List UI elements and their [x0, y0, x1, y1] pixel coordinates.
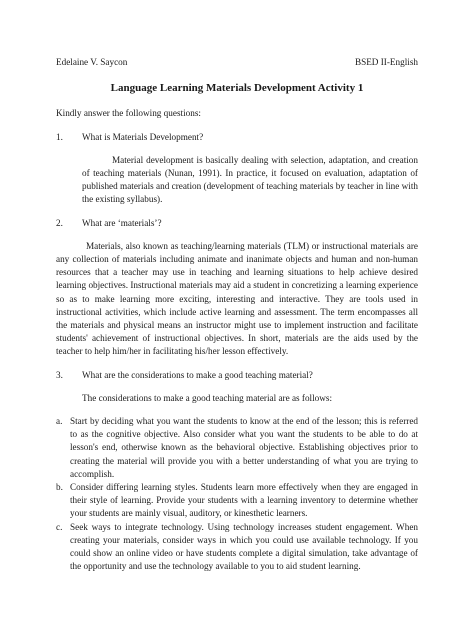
- list-item-text: Consider differing learning styles. Students learn more effectively when they are engaged in their style of learning. Provide your students with a learning inventory to determine whether your students are mainly visual, auditory, or kinesthetic learners.: [70, 482, 418, 519]
- answer-3-intro: The considerations to make a good teaching material are as follows:: [82, 392, 333, 403]
- answer-1: Material development is basically dealing with selection, adaptation, and creation of teaching materials (Nunan, 1991). In practice, it focused on evaluation, adaptation of published materials and creation (development of teaching materials by teacher in line with the existing syllabus).: [82, 154, 418, 205]
- document-title: Language Learning Materials Development Activity 1: [110, 82, 364, 95]
- answer-2: Materials, also known as teaching/learning materials (TLM) or instructional materials are any collection of materials including animate and inanimate objects and human and non-human resources that a teacher may use in teaching and learning situations to help achieve desired learning objectives. Instructional materials may aid a student in concretizing a learning experience so as to make learning more exciting, interesting and interactive. They are tools used in instructional activities, which include active learning and assessment. The term encompasses all the materials and physical means an instructor might use to implement instruction and facilitate students' achievement of instructional objectives. In short, materials are the aids used by the teacher to help him/her in facilitating his/her lesson effectively.: [56, 240, 418, 357]
- question-number: 3.: [56, 369, 63, 380]
- document-header: [56, 56, 418, 69]
- instructions: Kindly answer the following questions:: [56, 108, 201, 119]
- list-marker: a.: [56, 416, 63, 427]
- question-1: [56, 131, 418, 144]
- author-name: Edelaine V. Saycon: [56, 57, 128, 67]
- list-item: [56, 521, 418, 574]
- question-number: 2.: [56, 217, 63, 228]
- question-text: What are ‘materials’?: [82, 217, 162, 228]
- list-marker: c.: [56, 521, 63, 532]
- question-number: 1.: [56, 131, 63, 142]
- question-text: What are the considerations to make a good teaching material?: [82, 369, 313, 380]
- list-marker: b.: [56, 482, 63, 493]
- question-3: [56, 369, 418, 382]
- list-item: [56, 415, 418, 481]
- considerations-list: [56, 415, 418, 573]
- course-label: BSED II-English: [354, 57, 418, 67]
- question-2: [56, 217, 418, 230]
- list-item-text: Seek ways to integrate technology. Using technology increases student engagement. When creating your materials, consider ways in which you could use available technology. If you could show an online video or have students complete a digital simulation, take advantage of the opportunity and use the technology available to you to aid student learning.: [70, 521, 418, 572]
- question-text: What is Materials Development?: [82, 131, 204, 142]
- list-item: [56, 481, 418, 521]
- list-item-text: Start by deciding what you want the students to know at the end of the lesson; this is referred to as the cognitive objective. Also consider what you want the students to be able to do at lesson's end, otherwise known as the behavioral objective. Establishing objectives prior to creating the material will provide you with a better understanding of what you are trying to accomplish.: [70, 416, 418, 479]
